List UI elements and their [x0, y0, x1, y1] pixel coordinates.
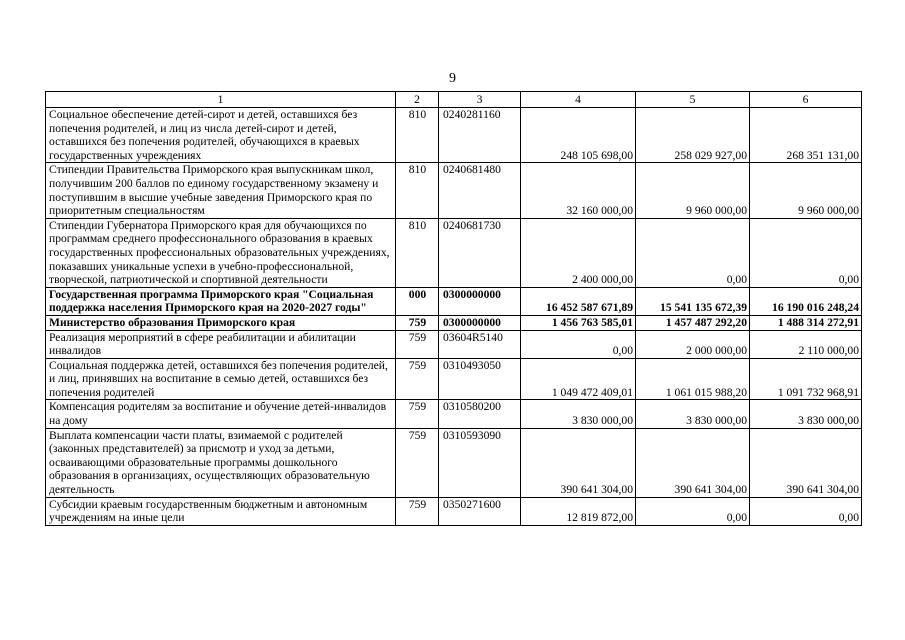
row-amount-cell: 1 456 763 585,01 — [521, 315, 636, 330]
row-code-cell: 759 — [396, 428, 439, 497]
row-amount-cell: 390 641 304,00 — [750, 428, 862, 497]
page-number: 9 — [449, 71, 456, 86]
row-code-cell: 759 — [396, 497, 439, 525]
row-name-cell: Стипендии Губернатора Приморского края для обучающихся по программам среднего профессионального образования в краевых государственных профессиональных образовательных учреждениях, показавших уникальные успехи в учебно-профессиональной, творческой, патриотической и спортивной деятельности — [46, 218, 396, 287]
header-cell: 2 — [396, 92, 439, 108]
row-amount-cell: 0,00 — [521, 330, 636, 358]
header-cell: 4 — [521, 92, 636, 108]
table-row — [46, 358, 862, 400]
header-cell: 3 — [439, 92, 521, 108]
row-amount-cell: 2 000 000,00 — [636, 330, 750, 358]
table-row — [46, 287, 862, 315]
row-name-cell: Субсидии краевым государственным бюджетным и автономным учреждениям на иные цели — [46, 497, 396, 525]
row-code-cell: 810 — [396, 163, 439, 218]
row-amount-cell: 9 960 000,00 — [636, 163, 750, 218]
row-name-cell: Министерство образования Приморского края — [46, 315, 396, 330]
row-amount-cell: 0,00 — [750, 218, 862, 287]
row-amount-cell: 1 488 314 272,91 — [750, 315, 862, 330]
header-cell: 1 — [46, 92, 396, 108]
row-name-cell: Государственная программа Приморского края "Социальная поддержка населения Приморского края на 2020-2027 годы" — [46, 287, 396, 315]
row-code-cell: 000 — [396, 287, 439, 315]
budget-table — [45, 91, 862, 526]
row-amount-cell: 1 049 472 409,01 — [521, 358, 636, 400]
row-amount-cell: 258 029 927,00 — [636, 108, 750, 163]
row-amount-cell: 268 351 131,00 — [750, 108, 862, 163]
row-amount-cell: 15 541 135 672,39 — [636, 287, 750, 315]
table-row — [46, 400, 862, 428]
row-classifier-cell: 0310493050 — [439, 358, 521, 400]
row-amount-cell: 390 641 304,00 — [521, 428, 636, 497]
row-name-cell: Социальная поддержка детей, оставшихся без попечения родителей, и лиц, принявших на воспитание в семью детей, оставшихся без попечения родителей — [46, 358, 396, 400]
row-classifier-cell: 0300000000 — [439, 287, 521, 315]
row-amount-cell: 0,00 — [750, 497, 862, 525]
row-amount-cell: 12 819 872,00 — [521, 497, 636, 525]
row-amount-cell: 2 110 000,00 — [750, 330, 862, 358]
row-amount-cell: 3 830 000,00 — [521, 400, 636, 428]
row-classifier-cell: 0310593090 — [439, 428, 521, 497]
row-classifier-cell: 0240281160 — [439, 108, 521, 163]
row-code-cell: 810 — [396, 108, 439, 163]
table-row — [46, 428, 862, 497]
row-amount-cell: 3 830 000,00 — [750, 400, 862, 428]
row-name-cell: Выплата компенсации части платы, взимаемой с родителей (законных представителей) за присмотр и уход за детьми, осваивающими образовательные программы дошкольного образования в организациях, осуществляющих образовательную деятельность — [46, 428, 396, 497]
header-cell: 5 — [636, 92, 750, 108]
row-code-cell: 759 — [396, 315, 439, 330]
row-amount-cell: 0,00 — [636, 218, 750, 287]
budget-table-body — [46, 92, 862, 526]
row-amount-cell: 9 960 000,00 — [750, 163, 862, 218]
row-amount-cell: 3 830 000,00 — [636, 400, 750, 428]
table-row — [46, 330, 862, 358]
table-row — [46, 315, 862, 330]
row-classifier-cell: 03604R5140 — [439, 330, 521, 358]
row-classifier-cell: 0310580200 — [439, 400, 521, 428]
row-amount-cell: 32 160 000,00 — [521, 163, 636, 218]
row-amount-cell: 1 061 015 988,20 — [636, 358, 750, 400]
row-name-cell: Социальное обеспечение детей-сирот и детей, оставшихся без попечения родителей, и лиц из числа детей-сирот и детей, оставшихся без попечения родителей, обучающихся в краевых государственных учреждениях — [46, 108, 396, 163]
table-header-row — [46, 92, 862, 108]
row-amount-cell: 390 641 304,00 — [636, 428, 750, 497]
row-amount-cell: 1 091 732 968,91 — [750, 358, 862, 400]
row-classifier-cell: 0240681730 — [439, 218, 521, 287]
row-amount-cell: 16 452 587 671,89 — [521, 287, 636, 315]
row-code-cell: 810 — [396, 218, 439, 287]
row-classifier-cell: 0300000000 — [439, 315, 521, 330]
row-code-cell: 759 — [396, 330, 439, 358]
row-name-cell: Компенсация родителям за воспитание и обучение детей-инвалидов на дому — [46, 400, 396, 428]
row-classifier-cell: 0350271600 — [439, 497, 521, 525]
row-amount-cell: 248 105 698,00 — [521, 108, 636, 163]
row-code-cell: 759 — [396, 358, 439, 400]
header-cell: 6 — [750, 92, 862, 108]
row-name-cell: Стипендии Правительства Приморского края выпускникам школ, получившим 200 баллов по единому государственному экзамену и поступившим в высшие учебные заведения Приморского края по приоритетным специальностям — [46, 163, 396, 218]
table-row — [46, 218, 862, 287]
table-row — [46, 497, 862, 525]
row-amount-cell: 16 190 016 248,24 — [750, 287, 862, 315]
row-classifier-cell: 0240681480 — [439, 163, 521, 218]
row-code-cell: 759 — [396, 400, 439, 428]
table-row — [46, 108, 862, 163]
row-name-cell: Реализация мероприятий в сфере реабилитации и абилитации инвалидов — [46, 330, 396, 358]
row-amount-cell: 2 400 000,00 — [521, 218, 636, 287]
row-amount-cell: 0,00 — [636, 497, 750, 525]
table-row — [46, 163, 862, 218]
row-amount-cell: 1 457 487 292,20 — [636, 315, 750, 330]
